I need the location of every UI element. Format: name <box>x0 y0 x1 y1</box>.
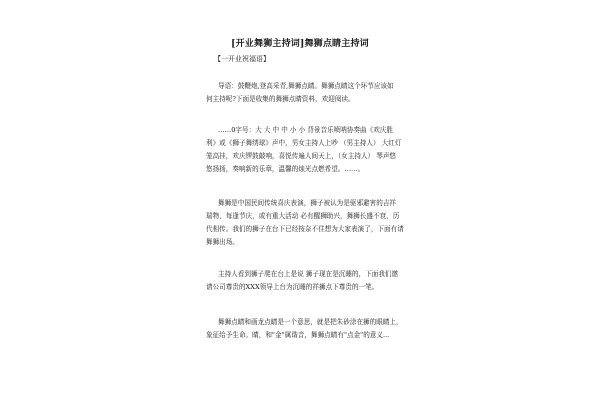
paragraph-line: 笼高挂，欢庆锣鼓敲响，喜悦传遍人间天上，（女主持人） 琴声悠 <box>206 152 397 160</box>
paragraph-opening <box>206 124 406 176</box>
paragraph-line: 何主持呢?下面是收集的舞狮点睛资料，欢迎阅读。 <box>206 95 355 103</box>
paragraph-line: 舞狮是中国民间传统喜庆表演，狮子被认为是驱邪避害的吉祥 <box>218 199 397 207</box>
paragraph-line: 象征给予生命。睛，和"金"属谐音，舞狮点睛有"点金"的意义... <box>206 331 390 339</box>
paragraph-line: ……0字号：大 大 中 中 小 小 背景音乐喷呐协奏曲《欢庆胜 <box>218 126 394 134</box>
paragraph-line: 瑞物，每逢节庆，或有重大活动 必有醒狮助兴，舞狮长盛不衰，历 <box>206 212 400 220</box>
paragraph-line: 舞狮出场。 <box>206 238 239 246</box>
paragraph-line: 主持人看到狮子爬在台上是说 狮子现在是沉睡的，下面我们邀 <box>218 270 399 278</box>
paragraph-line: 请公司尊贵的XXX领导上台为沉睡的祥狮点下尊贵的一笔。 <box>206 283 379 291</box>
paragraph-line: 导语：鼓鞭炮,登高采青,舞狮点睛。舞狮点睛这个环节应该如 <box>218 82 394 90</box>
document-subtitle: 【一开业祝福语】 <box>214 55 270 63</box>
document-title: [开业舞狮主持词]舞狮点睛主持词 <box>231 39 369 49</box>
paragraph-line: 悠扬扬，奏响新的乐章，温馨的烛光点燃希望。……。 <box>206 165 365 173</box>
paragraph-line: 代相传。我们的狮子在台下已经按奈不住想为大家表演了，下面有请 <box>206 225 404 233</box>
paragraph-intro <box>206 80 406 106</box>
paragraph-host <box>206 268 406 294</box>
paragraph-dotting-eyes <box>206 316 406 342</box>
paragraph-line: 舞狮点睛和画龙点睛是一个意思，就是把朱砂涂在狮的眼睛上， <box>218 318 403 326</box>
paragraph-lion-dance <box>206 197 406 249</box>
paragraph-line: 利》或《狮子舞绣球》声中，男女主持人上吵 （男主持人） 大红灯 <box>206 139 402 147</box>
